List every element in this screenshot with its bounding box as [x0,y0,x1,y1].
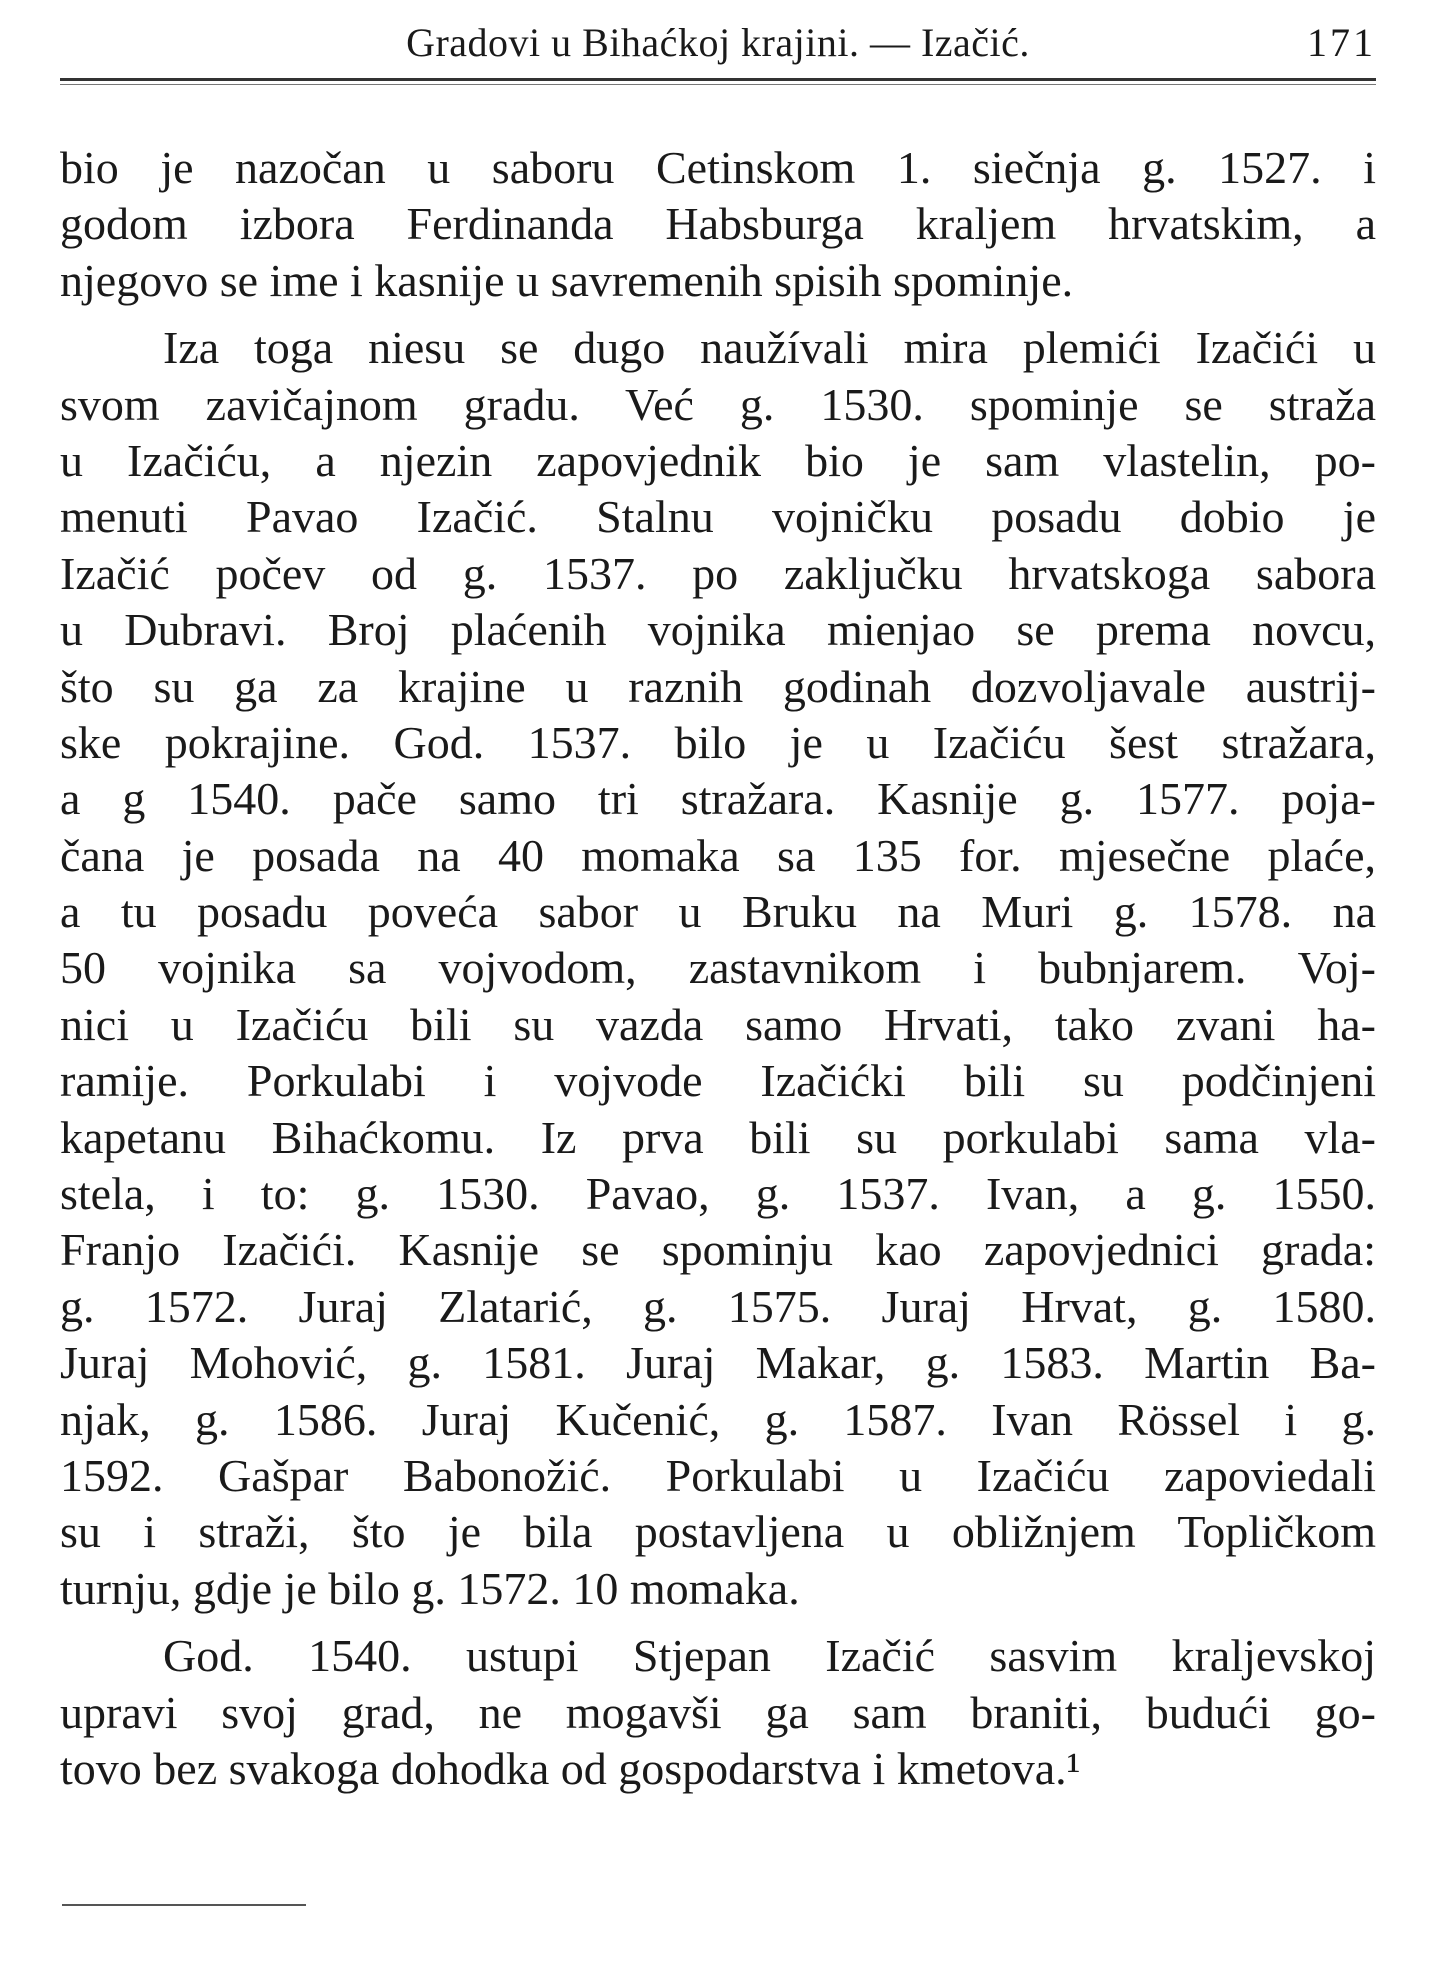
paragraph-gap [60,309,1376,320]
text-line: ramije. Porkulabi i vojvode Izačićki bili su podčinjeni [60,1055,1376,1107]
text-line: Franjo Izačići. Kasnije se spominju kao zapovjednici grada: [60,1224,1376,1276]
text-line: njak, g. 1586. Juraj Kučenić, g. 1587. Ivan Rössel i g. [60,1393,1376,1445]
paragraph-gap [60,1617,1376,1628]
text-line: bio je nazočan u saboru Cetinskom 1. siečnja g. 1527. i [60,142,1376,193]
text-line: Juraj Mohović, g. 1581. Juraj Makar, g. 1583. Martin Ba- [60,1337,1376,1389]
running-head [60,18,1376,68]
text-line: Iza toga niesu se dugo naužívali mira plemići Izačići u [163,322,1376,374]
text-line: nici u Izačiću bili su vazda samo Hrvati, tako zvani ha- [60,998,1376,1050]
paragraph [60,140,1376,309]
text-line: tovo bez svakoga dohodka od gospodarstva i kmetova.¹ [60,1742,1081,1794]
text-line: a tu posadu poveća sabor u Bruku na Muri g. 1578. na [60,886,1376,938]
text-line: 50 vojnika sa vojvodom, zastavnikom i bubnjarem. Voj- [60,942,1376,994]
paragraph [60,1628,1376,1797]
text-line: turnju, gdje je bilo g. 1572. 10 momaka. [60,1562,800,1614]
paragraph [60,320,1376,1617]
text-line: upravi svoj grad, ne mogavši ga sam braniti, budući go- [60,1686,1376,1738]
text-line: godom izbora Ferdinanda Habsburga kraljem hrvatskim, a [60,198,1376,250]
text-line: njegovo se ime i kasnije u savremenih spisih spominje. [60,254,1074,306]
text-line: svom zavičajnom gradu. Već g. 1530. spominje se straža [60,378,1376,430]
text-line: su i straži, što je bila postavljena u obližnjem Topličkom [60,1506,1376,1558]
header-rule-thin [60,84,1376,85]
text-line: God. 1540. ustupi Stjepan Izačić sasvim kraljevskoj [163,1630,1376,1682]
text-line: g. 1572. Juraj Zlatarić, g. 1575. Juraj Hrvat, g. 1580. [60,1280,1376,1332]
text-line: Izačić počev od g. 1537. po zaključku hrvatskoga sabora [60,547,1376,599]
text-line: stela, i to: g. 1530. Pavao, g. 1537. Ivan, a g. 1550. [60,1168,1376,1220]
text-line: a g 1540. pače samo tri stražara. Kasnije g. 1577. poja- [60,773,1376,825]
running-title: Gradovi u Bihaćkoj krajini. — Izačić. [406,20,1030,65]
footnote-rule [62,1904,306,1906]
header-rule [60,78,1376,81]
text-line: menuti Pavao Izačić. Stalnu vojničku posadu dobio je [60,491,1376,543]
text-line: ske pokrajine. God. 1537. bilo je u Izačiću šest stražara, [60,716,1376,768]
text-line: čana je posada na 40 momaka sa 135 for. mjesečne plaće, [60,829,1376,881]
text-line: 1592. Gašpar Babonožić. Porkulabi u Izačiću zapoviedali [60,1449,1376,1501]
text-line: u Dubravi. Broj plaćenih vojnika mienjao se prema novcu, [60,604,1376,656]
body-text [60,140,1376,1797]
text-line: što su ga za krajine u raznih godinah dozvoljavale austrij- [60,660,1376,712]
text-line: u Izačiću, a njezin zapovjednik bio je sam vlastelin, po- [60,434,1376,486]
text-line: kapetanu Bihaćkomu. Iz prva bili su porkulabi sama vla- [60,1111,1376,1163]
page-number: 171 [1307,20,1376,65]
